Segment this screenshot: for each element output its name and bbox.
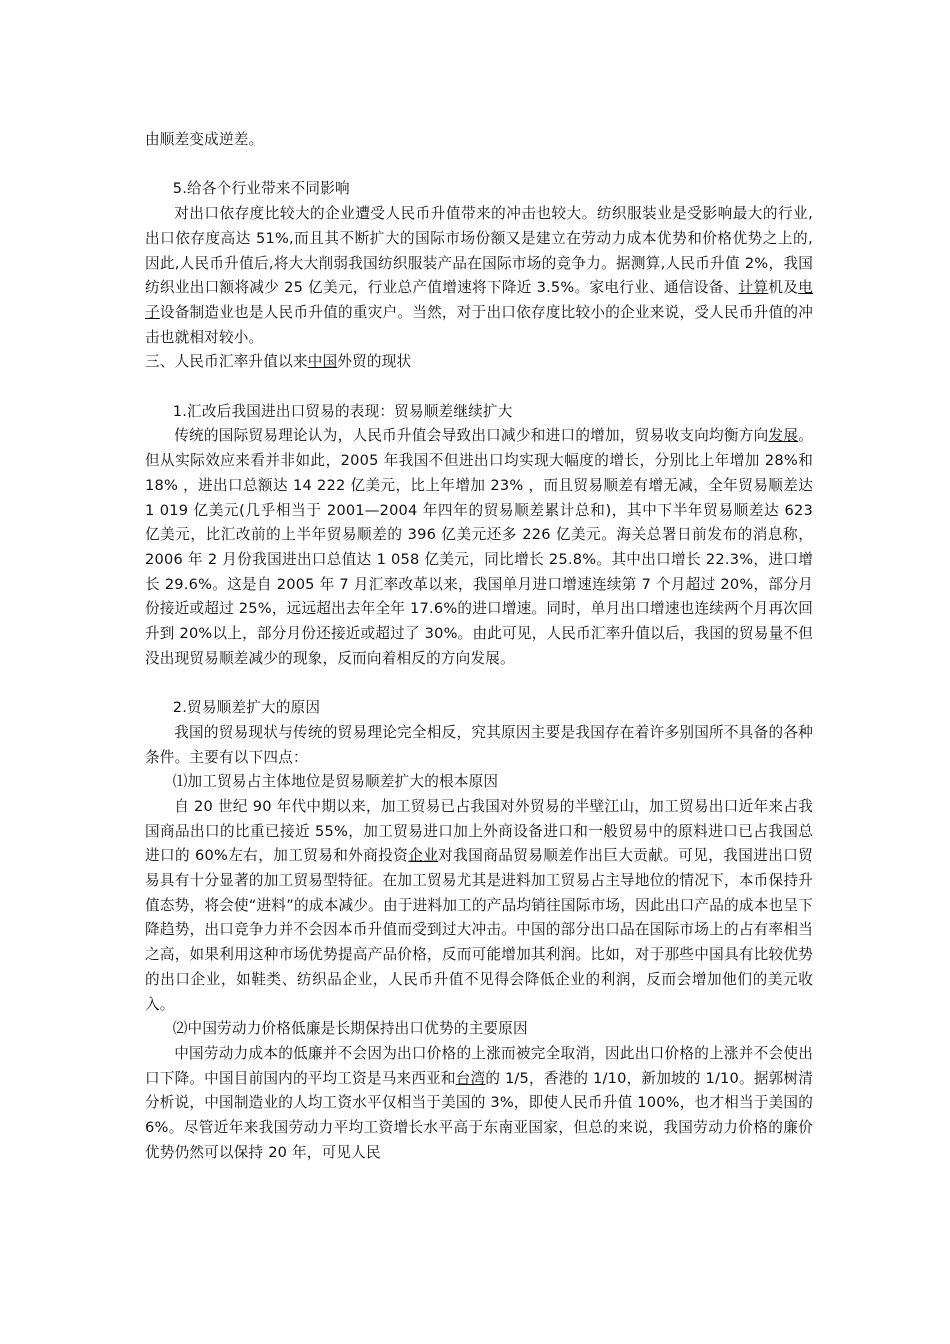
body-paragraph — [145, 1042, 813, 1166]
text-segment: 传统的国际贸易理论认为，人民币升值会导致出口减少和进口的增加，贸易收支向均衡方向 — [174, 427, 769, 445]
text-segment: 外贸的现状 — [337, 353, 412, 371]
text-segment: 。但从实际效应来看并非如此，2005 年我国不但进出口均实现大幅度的增长，分别比上年增加 28%和 18% ，进出口总额达 14 222 亿美元，比上年增加 23% ，而且贸易顺差有增无减，全年贸易顺差达 1 019 亿美元(几乎相当于 2001—2004 年四年的贸易顺差累计总和)，其中下半年贸易顺差达 623 亿美元，比汇改前的上半年贸易顺差的 396 亿美元还多 226 亿美元。海关总署日前发布的消息称，2006 年 2 月份我国进出口总值达 1 058 亿美元，同比增长 25.8%。其中出口增长 22.3%，进口增长 29.6%。这是自 2005 年 7 月汇率改革以来，我国单月进口增速连续第 7 个月超过 20%，部分月份接近或超过 25%，远远超出去年全年 17.6%的进口增速。同时，单月出口增速也连续两个月再次回升到 20%以上，部分月份还接近或超过了 30%。由此可见，人民币汇率升值以后，我国的贸易量不但没出现贸易顺差减少的现象，反而向着相反的方向发展。 — [145, 427, 813, 667]
document-page — [145, 128, 813, 1165]
body-paragraph — [145, 795, 813, 1017]
text-line — [145, 128, 813, 153]
text-segment: 中国劳动力成本的低廉并不会因为出口价格的上涨而被完全取消，因此出口价格的上涨并不会使出口下降。中国目前国内的平均工资是马来西亚和 — [145, 1044, 813, 1087]
text-segment: 设备制造业也是人民币升值的重灾户。当然，对于出口依存度比较小的企业来说，受人民币升值的冲击也就相对较小。 — [145, 303, 814, 346]
text-segment: 对出口依存度比较大的企业遭受人民币升值带来的冲击也较大。纺织服装业是受影响最大的行业,出口依存度高达 51%,而且其不断扩大的国际市场份额又是建立在劳动力成本优势和价格优势之上的,因此,人民币升值后,将大大削弱我国纺织服装产品在国际市场的竞争力。据测算,人民币升值 2%，我国纺织业出口额将减少 25 亿美元，行业总产值增速将下降近 3.5%。家电行业、通信设备、 — [145, 205, 813, 297]
hyperlink[interactable]: 电子 — [145, 279, 814, 321]
text-segment: 自 20 世纪 90 年代中期以来，加工贸易已占我国对外贸易的半壁江山，加工贸易出口近年来占我国商品出口的比重已接近 55%，加工贸易进口加上外商设备进口和一般贸易中的原料进口已占我国总进口的 60%左右，加工贸易和外商投资 — [145, 797, 813, 865]
text-segment: 我国的贸易现状与传统的贸易理论完全相反，究其原因主要是我国存在着许多别国所不具备的各种条件。主要有以下四点： — [145, 723, 813, 766]
text-segment: 1.汇改后我国进出口贸易的表现：贸易顺差继续扩大 — [172, 402, 513, 420]
hyperlink[interactable]: 计算 — [738, 279, 769, 297]
text-segment: 三、人民币汇率升值以来 — [145, 353, 308, 371]
body-paragraph — [145, 424, 813, 671]
text-segment: 2.贸易顺差扩大的原因 — [172, 699, 321, 717]
paragraph-gap — [145, 671, 813, 696]
paragraph-gap — [145, 375, 813, 400]
text-segment: 机及 — [768, 279, 799, 297]
text-segment: ⑴加工贸易占主体地位是贸易顺差扩大的根本原因 — [172, 773, 499, 791]
hyperlink[interactable]: 企业 — [408, 847, 439, 865]
hyperlink[interactable]: 发展 — [768, 427, 799, 445]
section-heading — [145, 177, 813, 202]
body-paragraph — [145, 202, 813, 350]
text-segment: ⑵中国劳动力价格低廉是长期保持出口优势的主要原因 — [172, 1020, 528, 1038]
hyperlink[interactable]: 中国 — [307, 353, 338, 371]
section-heading — [145, 696, 813, 721]
subsection-heading — [145, 770, 813, 795]
text-segment: 5.给各个行业带来不同影响 — [172, 180, 350, 198]
text-segment: 的 1/5，香港的 1/10，新加坡的 1/10。据郭树清分析说，中国制造业的人均工资水平仅相当于美国的 3%，即使人民币升值 100%，也才相当于美国的 6%。尽管近年来我国劳动力平均工资增长水平高于东南亚国家，但总的来说，我国劳动力价格的廉价优势仍然可以保持 20 年，可见人民 — [145, 1069, 814, 1161]
subsection-heading — [145, 1017, 813, 1042]
body-paragraph — [145, 721, 813, 770]
paragraph-gap — [145, 153, 813, 178]
text-line — [145, 350, 813, 375]
section-heading — [145, 400, 813, 425]
text-segment: 对我国商品贸易顺差作出巨大贡献。可见，我国进出口贸易具有十分显著的加工贸易型特征。在加工贸易尤其是进料加工贸易占主导地位的情况下，本币保持升值态势，将会使“进料”的成本减少。由于进料加工的产品均销往国际市场，因此出口产品的成本也呈下降趋势，出口竞争力并不会因本币升值而受到过大冲击。中国的部分出口品在国际市场上的占有率相当之高，如果利用这种市场优势提高产品价格，反而可能增加其利润。比如，对于那些中国具有比较优势的出口企业，如鞋类、纺织品企业，人民币升值不见得会降低企业的利润，反而会增加他们的美元收入。 — [145, 847, 813, 1013]
text-segment: 由顺差变成逆差。 — [145, 131, 264, 148]
hyperlink[interactable]: 台湾 — [455, 1069, 486, 1087]
